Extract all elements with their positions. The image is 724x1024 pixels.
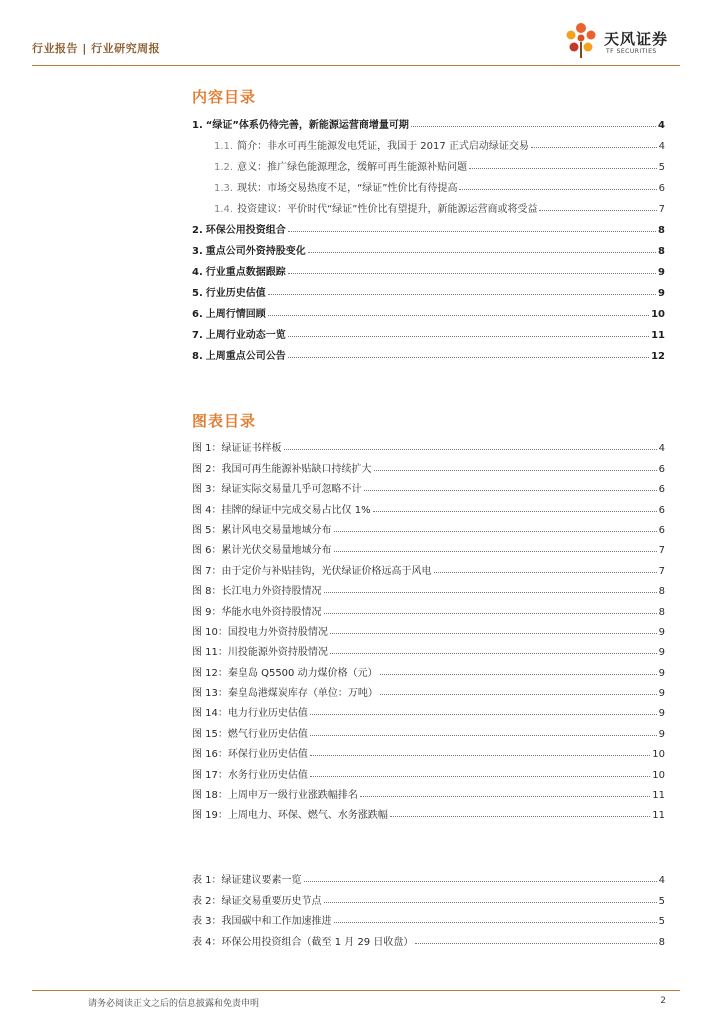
footer-divider: [32, 990, 680, 991]
page-number: 2: [660, 996, 666, 1006]
figure-entry-text: 图 8：长江电力外资持股情况: [192, 586, 322, 598]
toc-entry-title: [214, 137, 529, 152]
figure-entry[interactable]: [192, 495, 665, 515]
dot-leader: [390, 815, 650, 817]
table-entry-page: 4: [658, 875, 665, 887]
figure-entry[interactable]: [192, 801, 665, 821]
toc-entry-number: 2.: [192, 225, 203, 236]
figure-entry[interactable]: [192, 577, 665, 597]
figure-entry[interactable]: [192, 618, 665, 638]
table-entry[interactable]: [192, 866, 665, 886]
dot-leader: [268, 293, 656, 295]
figure-entry-page: 11: [652, 810, 665, 822]
dot-leader: [334, 921, 657, 923]
table-entry[interactable]: [192, 907, 665, 927]
dot-leader: [469, 167, 657, 169]
figure-entry-text: 图 9：华能水电外资持股情况: [192, 606, 322, 618]
dot-leader: [539, 209, 656, 211]
figure-entry-text: 图 4：挂牌的绿证中完成交易占比仅 1%: [192, 504, 371, 516]
toc-entry-number: 7.: [192, 330, 203, 341]
figure-entry-text: 图 10：国投电力外资持股情况: [192, 626, 328, 638]
toc-entry-text: 上周行业动态一览: [205, 330, 286, 341]
figure-entry-text: 图 18：上周申万一级行业涨跌幅排名: [192, 790, 358, 802]
figure-entry-text: 图 19：上周电力、环保、燃气、水务涨跌幅: [192, 810, 388, 822]
toc-entry-number: 1.2.: [214, 162, 234, 173]
figure-entry[interactable]: [192, 679, 665, 699]
toc-entry[interactable]: [192, 110, 665, 131]
figure-entry-page: 8: [658, 586, 665, 598]
figure-entry[interactable]: [192, 516, 665, 536]
footer-disclaimer: 请务必阅读正文之后的信息披露和免责申明: [88, 999, 260, 1009]
dot-leader: [288, 272, 656, 274]
dot-leader: [374, 469, 657, 471]
toc-entry[interactable]: [192, 152, 665, 173]
figure-entry-text: 图 14：电力行业历史估值: [192, 708, 308, 720]
brand-logo: [560, 20, 680, 62]
figure-entry-text: 图 17：水务行业历史估值: [192, 769, 308, 781]
dot-leader: [308, 251, 656, 253]
toc-entry-page: 10: [651, 309, 665, 320]
figure-entry-text: 图 13：秦皇岛港煤炭库存（单位：万吨）: [192, 688, 378, 700]
toc-entry-text: 上周重点公司公告: [205, 351, 286, 362]
figure-entry[interactable]: [192, 638, 665, 658]
toc-entry-text: 意义：推广绿色能源理念，缓解可再生能源补贴问题: [237, 162, 468, 173]
figure-entry-page: 6: [658, 524, 665, 536]
toc-entry-number: 1.1.: [214, 141, 234, 152]
contents-title: 内容目录: [192, 88, 257, 106]
toc-entry-title: [192, 242, 306, 257]
table-entry-page: 5: [658, 895, 665, 907]
table-entry-text: 表 4：环保公用投资组合（截至 1 月 29 日收盘）: [192, 936, 414, 948]
figure-entry-text: 图 7：由于定价与补贴挂钩，光伏绿证价格远高于风电: [192, 565, 432, 577]
table-entry-text: 表 2：绿证交易重要历史节点: [192, 895, 322, 907]
figure-entry[interactable]: [192, 454, 665, 474]
toc-entry-text: 简介：非水可再生能源发电凭证，我国于 2017 正式启动绿证交易: [237, 141, 529, 152]
logo-english-name: TF SECURITIES: [606, 48, 657, 55]
dot-leader: [380, 673, 657, 675]
toc-entry[interactable]: [192, 320, 665, 341]
figures-title: 图表目录: [192, 412, 257, 430]
figure-entry-text: 图 12：秦皇岛 Q5500 动力煤价格（元）: [192, 667, 378, 679]
dot-leader: [310, 775, 650, 777]
dot-leader: [415, 942, 656, 944]
header-divider: [32, 65, 680, 66]
dot-leader: [360, 795, 650, 797]
dot-leader: [373, 510, 657, 512]
figure-entry-page: 10: [652, 749, 665, 761]
dot-leader: [380, 693, 657, 695]
toc-entry-page: 8: [658, 225, 665, 236]
toc-entry-number: 8.: [192, 351, 203, 362]
figure-entry[interactable]: [192, 760, 665, 780]
dot-leader: [268, 314, 649, 316]
figure-entry[interactable]: [192, 434, 665, 454]
toc-entry-title: [214, 158, 467, 173]
figure-entry[interactable]: [192, 556, 665, 576]
toc-entry-page: 4: [658, 141, 665, 152]
figure-entry-page: 9: [658, 728, 665, 740]
toc-entry-page: 12: [651, 351, 665, 362]
figure-entry[interactable]: [192, 658, 665, 678]
toc-entry-page: 4: [658, 120, 665, 131]
figure-entry-page: 10: [652, 769, 665, 781]
toc-entry[interactable]: [192, 215, 665, 236]
figures-list: [192, 434, 665, 821]
toc-entry-page: 11: [651, 330, 665, 341]
dot-leader: [330, 632, 657, 634]
figure-entry-page: 6: [658, 463, 665, 475]
toc-entry-title: [192, 221, 286, 236]
figure-entry-page: 4: [658, 443, 665, 455]
table-entry[interactable]: [192, 927, 665, 947]
page-header: [32, 20, 680, 64]
figure-entry-text: 图 1：绿证证书样板: [192, 443, 282, 455]
figure-entry-page: 9: [658, 688, 665, 700]
dot-leader: [288, 335, 649, 337]
figure-entry-page: 8: [658, 606, 665, 618]
figure-entry[interactable]: [192, 699, 665, 719]
toc-entry-page: 9: [658, 288, 665, 299]
toc-entry-title: [192, 263, 286, 278]
toc-entry-text: 环保公用投资组合: [205, 225, 286, 236]
toc-entry-text: 投资建议：平价时代“绿证”性价比有望提升，新能源运营商或将受益: [237, 204, 538, 215]
toc-entry-page: 9: [658, 267, 665, 278]
figure-entry[interactable]: [192, 719, 665, 739]
toc-entry-title: [214, 200, 537, 215]
table-entry-text: 表 3：我国碳中和工作加速推进: [192, 916, 332, 928]
toc-entry[interactable]: [192, 173, 665, 194]
dot-leader: [288, 356, 649, 358]
toc-entry-number: 6.: [192, 309, 203, 320]
toc-entry-number: 3.: [192, 246, 203, 257]
toc-entry-text: 重点公司外资持股变化: [205, 246, 306, 257]
figure-entry[interactable]: [192, 740, 665, 760]
toc-entry-text: 现状：市场交易热度不足，“绿证”性价比有待提高: [237, 183, 458, 194]
dot-leader: [310, 734, 657, 736]
figure-entry[interactable]: [192, 597, 665, 617]
dot-leader: [531, 146, 657, 148]
tables-list: [192, 866, 665, 948]
figure-entry-page: 7: [658, 545, 665, 557]
contents-list: [192, 110, 665, 362]
table-entry-page: 8: [658, 936, 665, 948]
dot-leader: [304, 880, 657, 882]
toc-entry-title: [192, 347, 286, 362]
dot-leader: [324, 591, 657, 593]
dot-leader: [284, 448, 657, 450]
figure-entry-text: 图 11：川投能源外资持股情况: [192, 647, 328, 659]
dot-leader: [411, 125, 656, 127]
figure-entry-text: 图 5：累计风电交易量地域分布: [192, 524, 332, 536]
toc-entry-number: 1.4.: [214, 204, 234, 215]
dot-leader: [310, 754, 650, 756]
toc-entry[interactable]: [192, 257, 665, 278]
dot-leader: [288, 230, 656, 232]
toc-entry-number: 4.: [192, 267, 203, 278]
toc-entry-title: [192, 326, 286, 341]
toc-entry-number: 1.3.: [214, 183, 234, 194]
table-entry[interactable]: [192, 886, 665, 906]
table-entry-page: 5: [658, 916, 665, 928]
toc-entry-title: [192, 284, 266, 299]
table-entry-text: 表 1：绿证建议要素一览: [192, 875, 302, 887]
toc-entry-page: 8: [658, 246, 665, 257]
toc-entry[interactable]: [192, 341, 665, 362]
figure-entry-text: 图 16：环保行业历史估值: [192, 749, 308, 761]
toc-entry[interactable]: [192, 194, 665, 215]
figure-entry-page: 7: [658, 565, 665, 577]
figure-entry-page: 11: [652, 790, 665, 802]
dot-leader: [459, 188, 656, 190]
figure-entry-text: 图 15：燃气行业历史估值: [192, 728, 308, 740]
toc-entry[interactable]: [192, 236, 665, 257]
figure-entry-page: 9: [658, 708, 665, 720]
toc-entry-page: 7: [658, 204, 665, 215]
toc-entry-number: 1.: [192, 120, 203, 131]
dot-leader: [324, 901, 657, 903]
flower-logo-icon: [560, 20, 602, 62]
toc-entry-title: [192, 116, 409, 131]
figure-entry-page: 6: [658, 504, 665, 516]
figure-entry-page: 9: [658, 647, 665, 659]
figure-entry-text: 图 3：绿证实际交易量几乎可忽略不计: [192, 484, 362, 496]
figure-entry-text: 图 6：累计光伏交易量地域分布: [192, 545, 332, 557]
toc-entry-page: 6: [658, 183, 665, 194]
toc-entry[interactable]: [192, 131, 665, 152]
toc-entry-title: [192, 305, 266, 320]
logo-chinese-name: 天风证券: [604, 30, 669, 48]
toc-entry[interactable]: [192, 278, 665, 299]
toc-entry-title: [214, 179, 457, 194]
toc-entry-number: 5.: [192, 288, 203, 299]
dot-leader: [334, 550, 657, 552]
dot-leader: [330, 652, 657, 654]
breadcrumb: 行业报告 | 行业研究周报: [32, 42, 161, 55]
figure-entry[interactable]: [192, 781, 665, 801]
dot-leader: [324, 612, 657, 614]
dot-leader: [334, 530, 657, 532]
toc-entry-text: 上周行情回顾: [205, 309, 266, 320]
toc-entry-text: 行业历史估值: [205, 288, 266, 299]
dot-leader: [364, 489, 657, 491]
figure-entry[interactable]: [192, 536, 665, 556]
figure-entry-page: 9: [658, 626, 665, 638]
dot-leader: [310, 713, 657, 715]
toc-entry-text: 行业重点数据跟踪: [205, 267, 286, 278]
figure-entry-page: 6: [658, 484, 665, 496]
figure-entry[interactable]: [192, 475, 665, 495]
toc-entry-page: 5: [658, 162, 665, 173]
toc-entry-text: “绿证”体系仍待完善，新能源运营商增量可期: [205, 120, 409, 131]
dot-leader: [434, 571, 657, 573]
figure-entry-page: 9: [658, 667, 665, 679]
figure-entry-text: 图 2：我国可再生能源补贴缺口持续扩大: [192, 463, 372, 475]
toc-entry[interactable]: [192, 299, 665, 320]
